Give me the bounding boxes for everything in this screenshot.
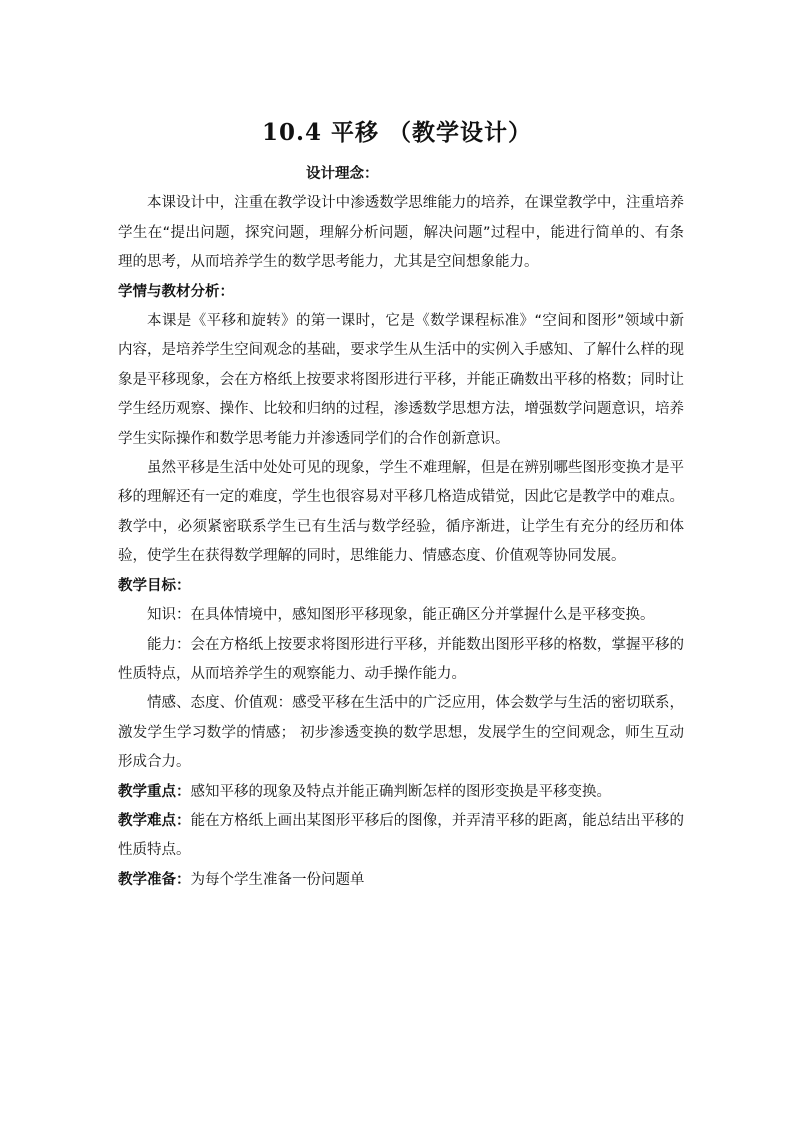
preparation-line — [118, 866, 684, 895]
analysis-heading: 学情与教材分析： — [118, 283, 234, 300]
difficult-point-text: 能在方格纸上画出某图形平移后的图像，并弄清平移的距离，能总结出平移的性质特点。 — [118, 812, 685, 859]
objective-attitude: 情感、态度、价值观：感受平移在生活中的广泛应用，体会数学与生活的密切联系，激发学生学习数学的情感； 初步渗透变换的数学思想，发展学生的空间观念，师生互动形成合力。 — [118, 695, 684, 771]
design-concept-heading: 设计理念： — [306, 166, 379, 182]
key-point-label: 教学重点： — [118, 783, 191, 800]
document-body — [118, 160, 684, 895]
preparation-text: 为每个学生准备一份问题单 — [190, 871, 365, 888]
difficult-point-label: 教学难点： — [118, 812, 191, 829]
objective-ability: 能力：会在方格纸上按要求将图形进行平移，并能数出图形平移的格数，掌握平移的性质特点，从而培养学生的观察能力、动手操作能力。 — [118, 636, 684, 682]
document-title: 10.4 平移 （教学设计） — [261, 119, 533, 146]
difficult-point-line — [118, 807, 684, 866]
key-point-text: 感知平移的现象及特点并能正确判断怎样的图形变换是平移变换。 — [190, 783, 611, 800]
objective-knowledge: 知识：在具体情境中，感知图形平移现象，能正确区分并掌握什么是平移变换。 — [147, 607, 655, 624]
objectives-heading: 教学目标： — [118, 577, 191, 594]
analysis-paragraph-2: 虽然平移是生活中处处可见的现象，学生不难理解，但是在辨别哪些图形变换才是平移的理解还有一定的难度，学生也很容易对平移几格造成错觉，因此它是教学中的难点。教学中，必须紧密联系学生已有生活与数学经验，循序渐进，让学生有充分的经历和体验，使学生在获得数学理解的同时，思维能力、情感态度、价值观等协同发展。 — [118, 460, 684, 565]
design-concept-paragraph: 本课设计中，注重在教学设计中渗透数学思维能力的培养，在课堂教学中，注重培养学生在“提出问题，探究问题，理解分析问题，解决问题”过程中，能进行简单的、有条理的思考，从而培养学生的数学思考能力，尤其是空间想象能力。 — [118, 195, 684, 271]
analysis-paragraph-1: 本课是《平移和旋转》的第一课时，它是《数学课程标准》“空间和图形”领域中新内容，是培养学生空间观念的基础，要求学生从生活中的实例入手感知、了解什么样的现象是平移现象，会在方格纸上按要求将图形进行平移，并能正确数出平移的格数；同时让学生经历观察、操作、比较和归纳的过程，渗透数学思想方法，增强数学问题意识，培养学生实际操作和数学思考能力并渗透同学们的合作创新意识。 — [118, 313, 684, 447]
key-point-line — [118, 778, 684, 807]
preparation-label: 教学准备： — [118, 871, 191, 888]
